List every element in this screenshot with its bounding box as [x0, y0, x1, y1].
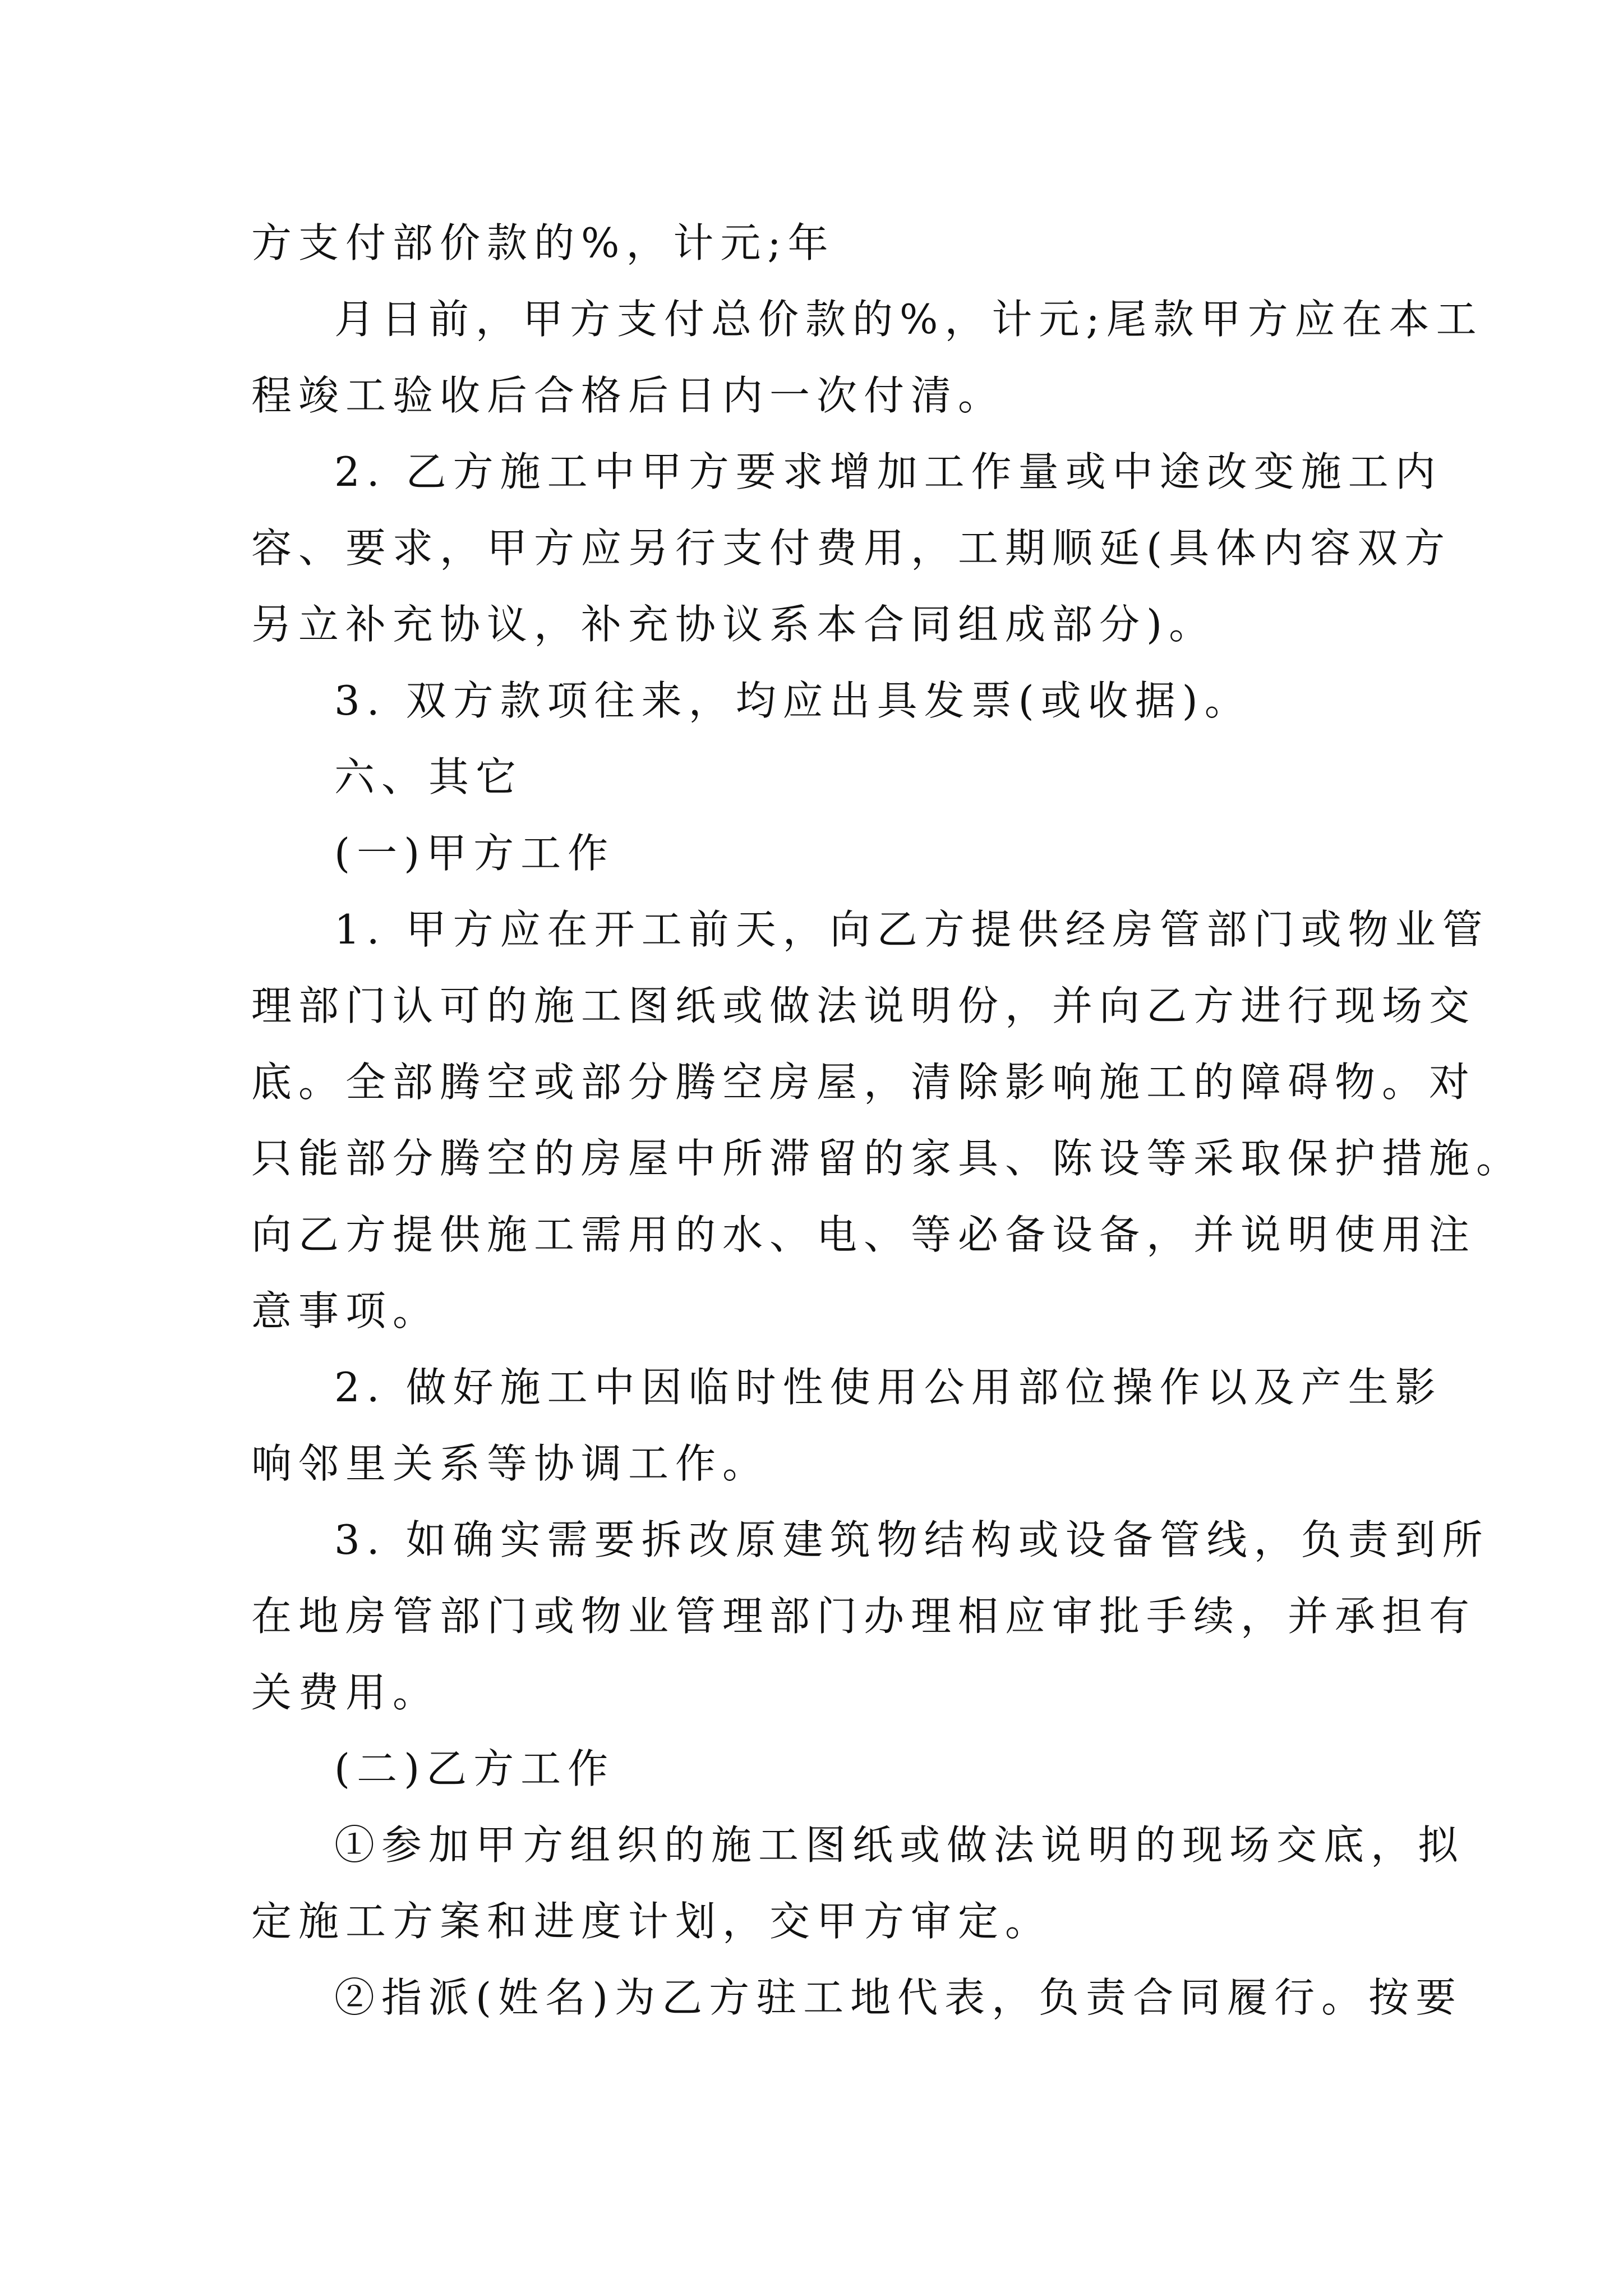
text-line: 3. 如确实需要拆改原建筑物结构或设备管线，负责到所 [334, 1516, 1490, 1563]
text-line: ②指派(姓名)为乙方驻工地代表，负责合同履行。按要 [334, 1974, 1463, 2021]
subsection-heading: (二)乙方工作 [334, 1745, 615, 1792]
text-line: 3. 双方款项往来，均应出具发票(或收据)。 [334, 677, 1252, 724]
text-line: 1. 甲方应在开工前天，向乙方提供经房管部门或物业管 [334, 906, 1490, 953]
text-line: 定施工方案和进度计划，交甲方审定。 [251, 1898, 1053, 1945]
subsection-heading: (一)甲方工作 [334, 830, 615, 877]
text-line: 月日前，甲方支付总价款的%，计元;尾款甲方应在本工 [334, 296, 1483, 343]
text-line: 只能部分腾空的房屋中所滞留的家具、陈设等采取保护措施。 [251, 1135, 1524, 1182]
text-line: 向乙方提供施工需用的水、电、等必备设备，并说明使用注 [251, 1211, 1477, 1258]
text-line: 底。全部腾空或部分腾空房屋，清除影响施工的障碍物。对 [251, 1059, 1477, 1106]
text-line: 响邻里关系等协调工作。 [251, 1440, 770, 1487]
section-heading: 六、其它 [334, 753, 523, 800]
text-line: 另立补充协议，补充协议系本合同组成部分)。 [251, 601, 1216, 648]
text-line: 2. 乙方施工中甲方要求增加工作量或中途改变施工内 [334, 448, 1442, 495]
text-line: 2. 做好施工中因临时性使用公用部位操作以及产生影 [334, 1364, 1442, 1411]
text-line: 容、要求，甲方应另行支付费用，工期顺延(具体内容双方 [251, 524, 1452, 572]
text-line: 程竣工验收后合格后日内一次付清。 [251, 372, 1006, 419]
text-line: 方支付部价款的%，计元;年 [251, 219, 835, 266]
text-line: 理部门认可的施工图纸或做法说明份，并向乙方进行现场交 [251, 982, 1477, 1029]
document-body [251, 205, 1524, 2036]
text-line: 在地房管部门或物业管理部门办理相应审批手续，并承担有 [251, 1593, 1477, 1640]
text-line: 关费用。 [251, 1669, 440, 1716]
text-line: 意事项。 [251, 1287, 440, 1335]
text-line: ①参加甲方组织的施工图纸或做法说明的现场交底，拟 [334, 1821, 1465, 1869]
